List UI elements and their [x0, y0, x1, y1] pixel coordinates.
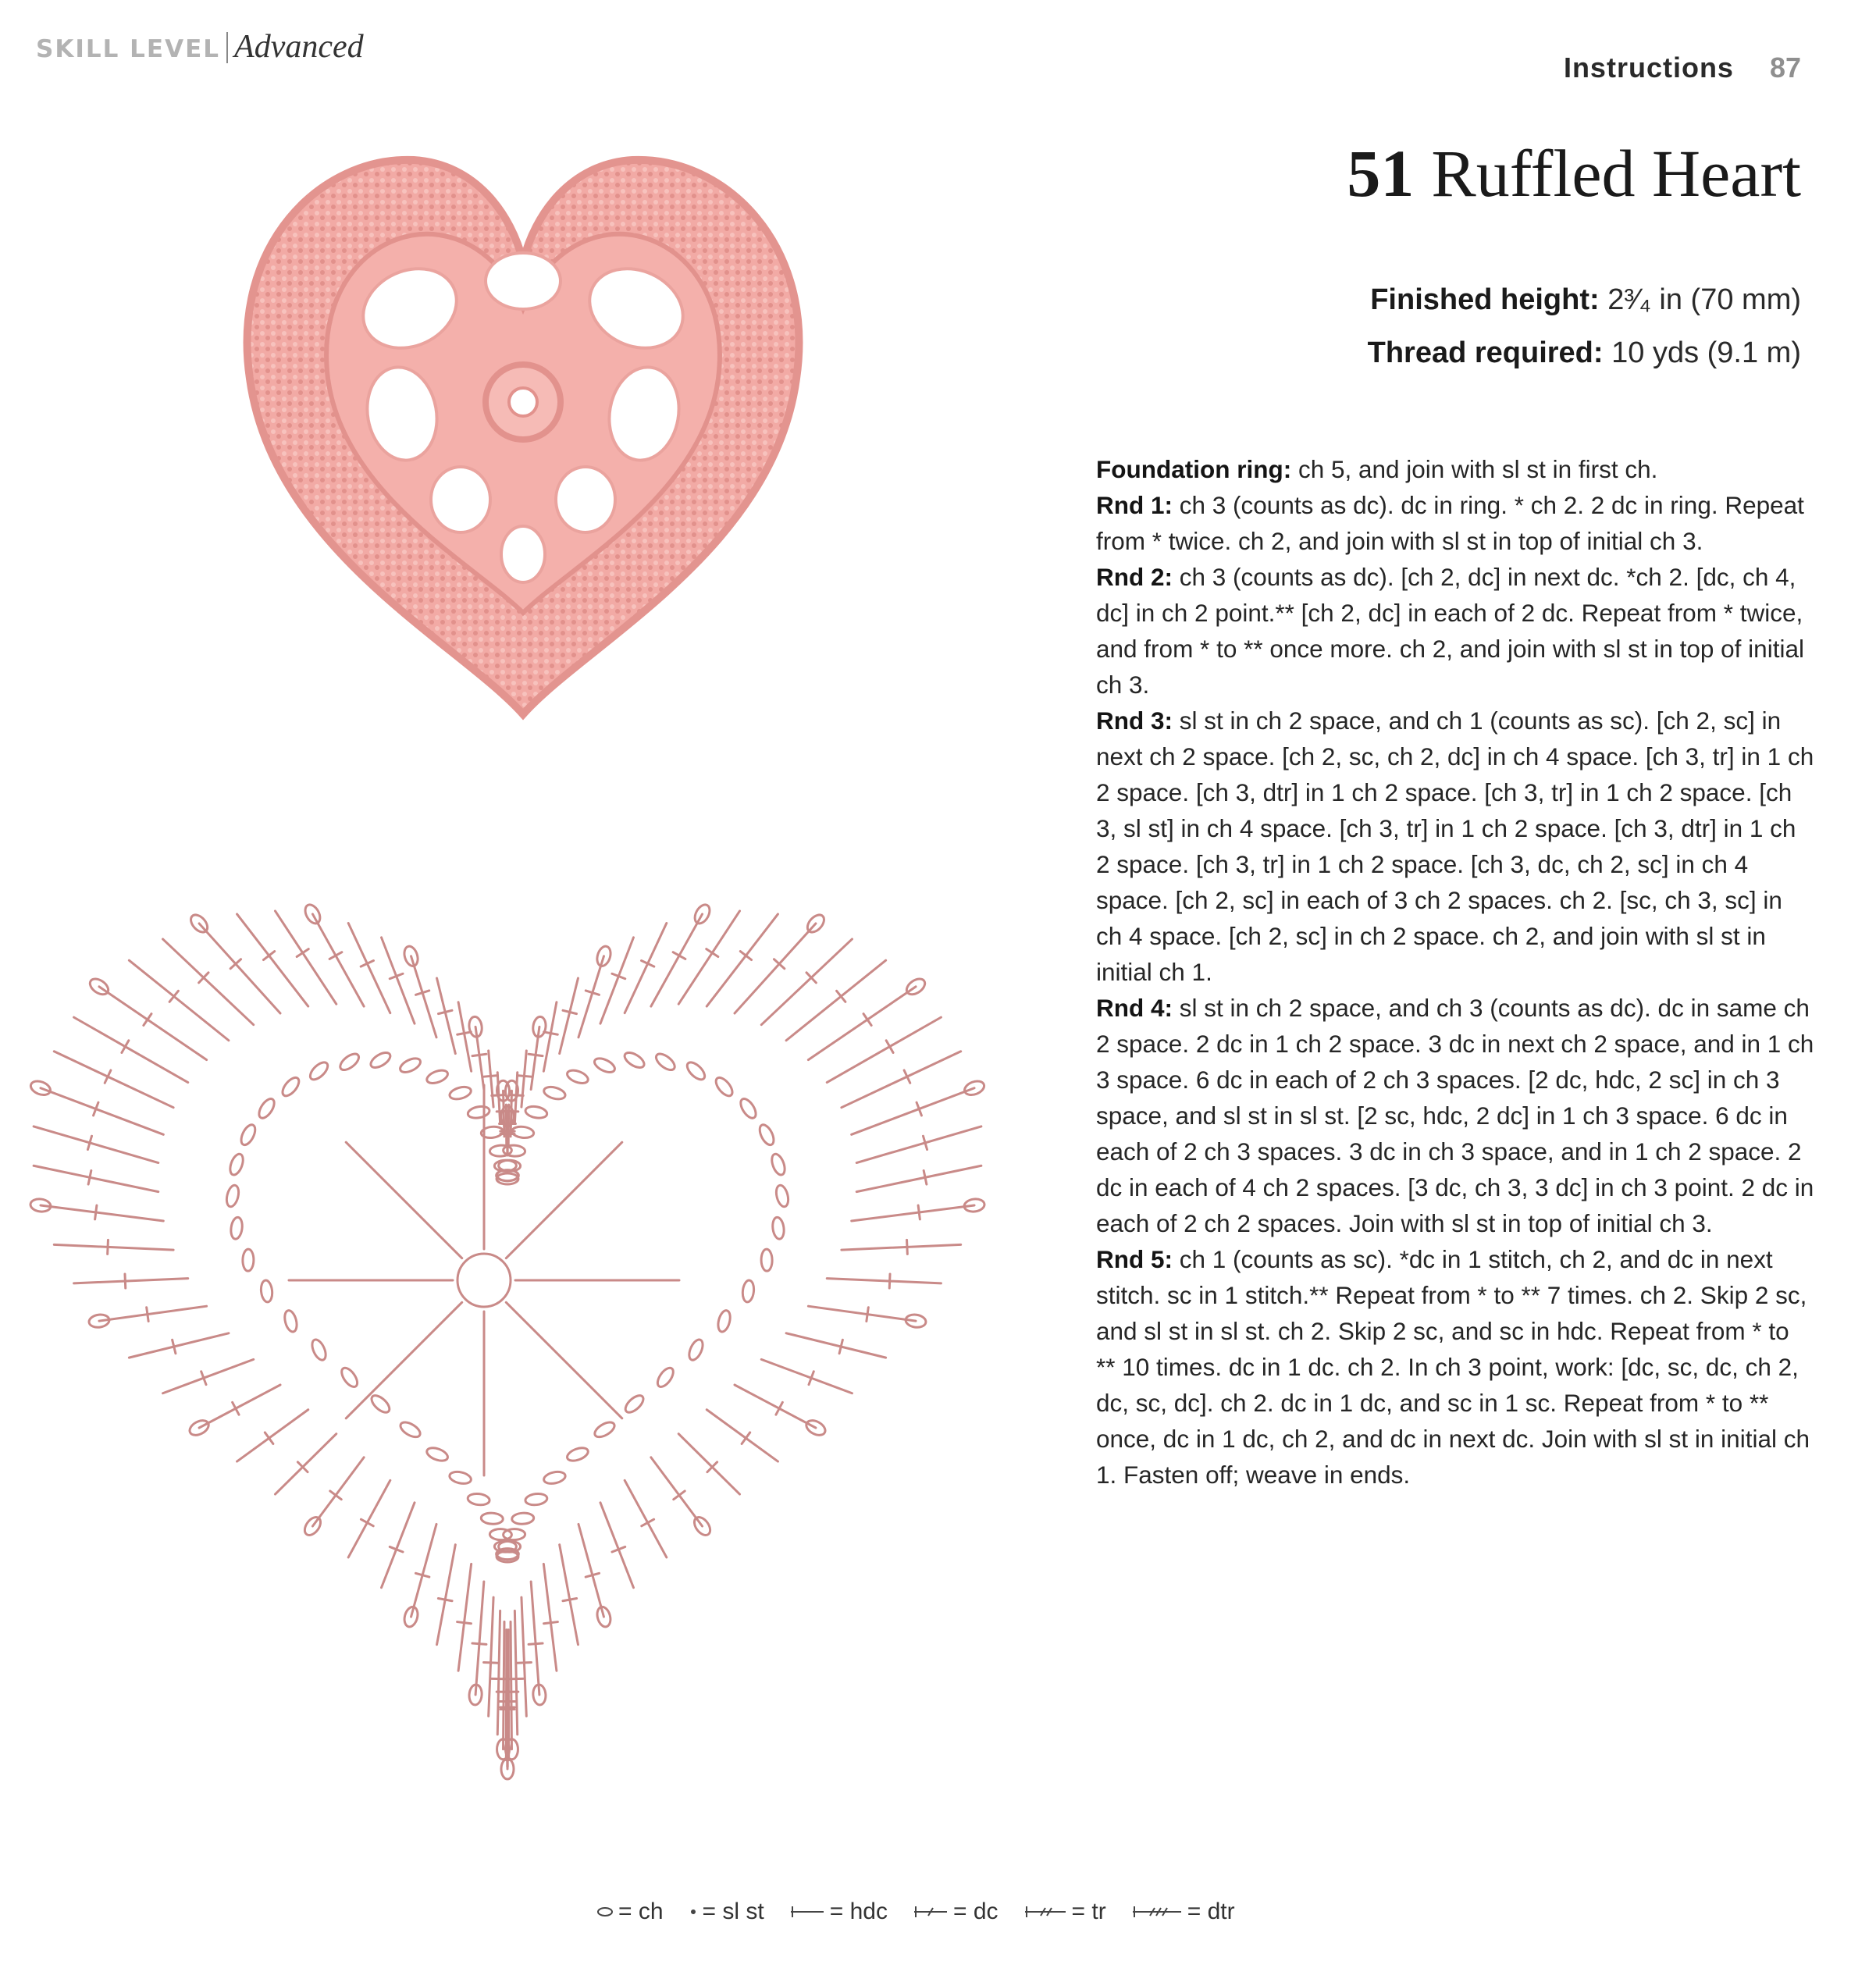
- dc-stitch: [600, 938, 633, 1023]
- pattern-title: Ruffled Heart: [1431, 136, 1801, 211]
- finished-height-value: 2³⁄₄ in (70 mm): [1607, 283, 1801, 316]
- instruction-rnd-5: [1096, 1241, 1814, 1493]
- dc-stitch: [34, 1166, 158, 1191]
- stitch-bar: [863, 1014, 871, 1026]
- stitch-bar: [509, 1094, 523, 1095]
- stitch-bar: [886, 1041, 893, 1053]
- chain-stitch: [448, 1085, 472, 1102]
- dc-stitch: [578, 1524, 603, 1617]
- stitch-bar: [122, 1041, 129, 1053]
- dc-stitch: [163, 1359, 254, 1393]
- stitch-bar: [472, 1054, 486, 1055]
- running-header: [1564, 52, 1801, 84]
- legend-label: = hdc: [829, 1899, 888, 1924]
- symbol-legend: [596, 1899, 1252, 1925]
- dc-stitch: [163, 939, 254, 1025]
- legend-sl-st: [689, 1899, 764, 1925]
- chain-stitch: [565, 1446, 589, 1464]
- chain-stitch: [481, 1512, 504, 1525]
- dc-stitch: [678, 1434, 739, 1494]
- page-number: 87: [1769, 52, 1801, 84]
- chain-stitch: [309, 1337, 328, 1361]
- dc-stitch: [560, 1545, 578, 1645]
- thread-required: [1368, 326, 1801, 379]
- dc-stitch: [348, 1480, 390, 1557]
- dc-stitch: [786, 960, 886, 1041]
- tr-stitch: [346, 1302, 461, 1418]
- chain-stitch: [283, 1309, 299, 1333]
- chain-stitch: [308, 1059, 331, 1083]
- round-label: Foundation ring:: [1096, 455, 1292, 483]
- stitch-bar: [742, 1432, 750, 1444]
- dc-stitch: [41, 1205, 163, 1221]
- dc-stitch: [786, 1333, 886, 1358]
- dc-stitch: [543, 1564, 557, 1671]
- chain-stitch: [368, 1393, 392, 1415]
- dc-stitch: [129, 960, 229, 1041]
- dc-stitch: [129, 1333, 229, 1358]
- stitch-bar: [457, 1622, 472, 1624]
- chain-stitch: [425, 1068, 450, 1086]
- stitch-bar: [484, 1662, 498, 1663]
- dc-symbol-icon: [913, 1904, 949, 1920]
- chain-stitch: [685, 1059, 708, 1083]
- stitch-bar: [438, 1598, 452, 1600]
- dc-stitch: [761, 1359, 852, 1393]
- dtr-symbol-icon: [1131, 1904, 1183, 1920]
- dc-stitch: [382, 938, 415, 1023]
- stitch-bar: [144, 1014, 151, 1026]
- dc-stitch: [625, 1480, 667, 1557]
- section-name: Instructions: [1563, 52, 1734, 84]
- instruction-rnd-1: [1096, 487, 1814, 559]
- legend-label: = ch: [618, 1899, 664, 1924]
- chain-stitch: [761, 1249, 772, 1271]
- dc-stitch: [382, 1503, 415, 1588]
- chain-stitch: [543, 1085, 567, 1102]
- legend-dc: [913, 1899, 999, 1925]
- chain-stitch: [230, 1216, 244, 1240]
- chain-stitch: [622, 1050, 646, 1071]
- dc-stitch: [437, 978, 456, 1054]
- stitch-bar: [330, 1491, 341, 1500]
- chain-stitch: [543, 1470, 566, 1486]
- thread-required-value: 10 yds (9.1 m): [1611, 336, 1801, 369]
- divider: [226, 32, 228, 63]
- chain-stitch: [398, 1419, 422, 1440]
- stitch-bar: [924, 1170, 927, 1184]
- chain-stitch: [742, 1279, 755, 1302]
- dc-stitch: [735, 1385, 816, 1428]
- stitch-bar: [125, 1274, 126, 1288]
- stitch-bar: [674, 1491, 685, 1500]
- stitch-bar: [297, 949, 308, 957]
- dc-stitch: [625, 924, 667, 1013]
- stitch-bar: [517, 1076, 531, 1077]
- finished-height: [1368, 273, 1801, 326]
- round-label: Rnd 3:: [1096, 706, 1173, 735]
- stitch-bar: [529, 1643, 543, 1644]
- dc-stitch: [578, 956, 603, 1037]
- stitch-bar: [439, 1010, 452, 1013]
- stitch-bar: [265, 1432, 273, 1444]
- stitch-bar: [472, 1643, 486, 1644]
- instruction-rnd-3: [1096, 703, 1814, 990]
- stitch-bar: [544, 1622, 558, 1624]
- chain-stitch: [279, 1075, 302, 1099]
- dc-stitch: [600, 1503, 633, 1588]
- dc-stitch: [34, 1126, 158, 1163]
- round-text: ch 3 (counts as dc). [ch 2, dc] in next dc. *ch 2. [dc, ch 4, dc] in ch 2 point.** [ch 2, dc] in each of 2 dc. Repeat from * twice, and from * to ** once more. ch 2, and join with sl st in top of initial ch 3.: [1096, 563, 1804, 699]
- stitch-bar: [867, 1308, 868, 1322]
- chain-stitch: [489, 1529, 511, 1540]
- legend-label: = dc: [952, 1899, 999, 1924]
- hdc-symbol-icon: [789, 1904, 825, 1920]
- stitch-bar: [839, 1340, 842, 1353]
- chain-stitch: [716, 1309, 732, 1333]
- stitch-bar: [88, 1170, 91, 1184]
- round-label: Rnd 1:: [1096, 491, 1173, 519]
- instruction-rnd-2: [1096, 559, 1814, 703]
- stitch-bar: [263, 952, 274, 960]
- tr-stitch: [346, 1142, 461, 1258]
- chain-stitch: [771, 1216, 785, 1240]
- chain-stitch: [565, 1068, 589, 1086]
- dc-stitch: [531, 1582, 539, 1695]
- instruction-foundation: [1096, 451, 1814, 487]
- skill-level-value: Advanced: [234, 29, 364, 65]
- dc-stitch: [852, 1205, 974, 1221]
- page-title: [1347, 134, 1801, 212]
- chain-stitch: [368, 1050, 393, 1071]
- round-text: ch 5, and join with sl st in first ch.: [1291, 455, 1658, 483]
- stitch-bar: [563, 1010, 576, 1013]
- instruction-rnd-4: [1096, 990, 1814, 1241]
- dc-stitch: [560, 978, 578, 1054]
- stitch-bar: [529, 1054, 543, 1055]
- chain-stitch: [774, 1184, 790, 1208]
- legend-hdc: [789, 1899, 888, 1925]
- skill-level-label: SKILL LEVEL: [36, 35, 221, 63]
- chain-stitch: [467, 1493, 489, 1506]
- dc-stitch: [651, 1457, 703, 1526]
- chain-stitch: [225, 1184, 240, 1208]
- pattern-specs: [1368, 273, 1801, 379]
- round-label: Rnd 2:: [1096, 563, 1173, 591]
- chain-stitch: [228, 1152, 246, 1176]
- dc-stitch: [74, 1279, 188, 1283]
- tr-stitch: [506, 1302, 621, 1418]
- dc-stitch: [312, 1457, 364, 1526]
- tr-symbol-icon: [1023, 1904, 1067, 1920]
- stitch-bar: [147, 1308, 148, 1322]
- dc-stitch: [522, 1597, 526, 1716]
- stitch-bar: [544, 1032, 558, 1034]
- round-label: Rnd 4:: [1096, 994, 1173, 1022]
- dc-stitch: [514, 1610, 517, 1734]
- chain-stitch: [398, 1055, 422, 1075]
- chain-stitch: [655, 1365, 677, 1390]
- stitch-bar: [484, 1076, 498, 1077]
- dc-stitch: [707, 914, 778, 1006]
- dc-stitch: [348, 924, 390, 1013]
- stitch-bar: [707, 949, 718, 957]
- dc-stitch: [707, 1410, 778, 1461]
- chain-stitch: [738, 1096, 759, 1120]
- chain-symbol-icon: [596, 1906, 614, 1918]
- pattern-number: 51: [1347, 136, 1415, 211]
- dc-stitch: [651, 914, 703, 1006]
- stitch-bar: [457, 1032, 472, 1034]
- dc-stitch: [808, 1306, 916, 1321]
- thread-required-label: Thread required:: [1367, 336, 1604, 369]
- dc-stitch: [489, 1597, 493, 1716]
- stitch-bar: [173, 1340, 176, 1353]
- foundation-ring: [457, 1254, 511, 1307]
- chain-stitch: [425, 1446, 450, 1464]
- dc-stitch: [489, 1051, 493, 1107]
- chain-stitch: [525, 1493, 547, 1506]
- legend-label: = tr: [1071, 1899, 1106, 1924]
- dc-stitch: [237, 1410, 308, 1461]
- dc-stitch: [458, 1002, 472, 1071]
- dc-stitch: [458, 1564, 472, 1671]
- chain-stitch: [339, 1365, 361, 1390]
- dc-stitch: [411, 956, 436, 1037]
- dc-stitch: [54, 1244, 173, 1250]
- chain-stitch: [260, 1279, 273, 1302]
- stitch-bar: [740, 952, 751, 960]
- legend-label: = sl st: [702, 1899, 764, 1924]
- stitch-bar: [95, 1205, 97, 1219]
- legend-tr: [1023, 1899, 1106, 1925]
- chain-stitch: [448, 1470, 472, 1486]
- round-text: ch 3 (counts as dc). dc in ring. * ch 2. 2 dc in ring. Repeat from * twice. ch 2, and join with sl st in top of initial ch 3.: [1096, 491, 1804, 555]
- dc-stitch: [827, 1279, 941, 1283]
- dc-stitch: [275, 911, 336, 1004]
- dc-stitch: [735, 924, 816, 1013]
- dc-stitch: [827, 1017, 941, 1082]
- chain-stitch: [337, 1051, 361, 1073]
- chain-stitch: [511, 1512, 534, 1525]
- dc-stitch: [808, 987, 916, 1060]
- chain-stitch: [467, 1105, 490, 1119]
- chain-stitch: [243, 1249, 254, 1271]
- dc-stitch: [856, 1166, 981, 1191]
- chain-stitch: [653, 1051, 678, 1073]
- finished-height-label: Finished height:: [1370, 283, 1600, 316]
- chain-stitch: [757, 1123, 777, 1147]
- stitch-bar: [918, 1205, 920, 1219]
- instructions: [1096, 451, 1814, 1493]
- round-text: sl st in ch 2 space, and ch 1 (counts as sc). [ch 2, sc] in next ch 2 space. [ch 2, sc, ch 2, dc] in ch 4 space. [ch 3, tr] in 1 ch 2 space. [ch 3, dtr] in 1 ch 2 space. [ch 3, tr] in 1 ch 2 space. [ch 3, sl st] in ch 4 space. [ch 3, tr] in 1 ch 2 space. [ch 3, dtr] in 1 ch 2 space. [ch 3, tr] in 1 ch 2 space. [ch 3, dc, ch 2, sc] in ch 4 space. [ch 2, sc] in each of 3 ch 2 spaces. ch 2. [sc, ch 3, sc] in ch 4 space. [ch 2, sc] in ch 2 space. ch 2, and join with sl st in initial ch 1.: [1096, 706, 1814, 986]
- dc-stitch: [199, 924, 280, 1013]
- skill-level: [36, 28, 364, 66]
- dc-stitch: [99, 1306, 207, 1321]
- chain-stitch: [770, 1152, 788, 1176]
- dc-stitch: [275, 1434, 336, 1494]
- round-label: Rnd 5:: [1096, 1245, 1173, 1273]
- dc-stitch: [497, 1610, 500, 1734]
- stitch-bar: [889, 1274, 890, 1288]
- stitch-bar: [907, 1240, 908, 1254]
- dc-stitch: [522, 1051, 526, 1107]
- chain-stitch: [686, 1337, 705, 1361]
- chain-stitch: [238, 1123, 258, 1147]
- dc-stitch: [543, 1002, 557, 1071]
- tr-stitch: [506, 1142, 621, 1258]
- dc-stitch: [842, 1244, 961, 1250]
- dc-stitch: [678, 911, 739, 1004]
- round-text: ch 1 (counts as sc). *dc in 1 stitch, ch 2, and dc in next stitch. sc in 1 stitch.** Repeat from * to ** 7 times. ch 2. Skip 2 sc, and sl st in sl st. ch 2. Skip 2 sc, and sc in hdc. Repeat from * to ** 10 times. dc in 1 dc. ch 2. In ch 3 point, work: [dc, sc, dc, ch 2, dc, sc, dc]. ch 2. dc in 1 dc, and sc in 1 sc. Repeat from * to ** once, dc in 1 dc, ch 2, and dc in next dc. Join with sl st in initial ch 1. Fasten off; weave in ends.: [1096, 1245, 1810, 1489]
- stitch-bar: [517, 1662, 531, 1663]
- stitch-bar: [563, 1598, 577, 1600]
- dc-stitch: [761, 939, 852, 1025]
- dc-stitch: [514, 1073, 517, 1123]
- chain-stitch: [623, 1393, 646, 1415]
- dc-stitch: [199, 1385, 280, 1428]
- crochet-chart-diagram: [0, 765, 1031, 1811]
- round-text: sl st in ch 2 space, and ch 3 (counts as dc). dc in same ch 2 space. 2 dc in 1 ch 2 space. 3 dc in next ch 2 space, and in 1 ch 3 space. 6 dc in each of 2 ch 3 spaces. [2 dc, hdc, 2 sc] in ch 3 space, and sl st in sl st. [2 sc, hdc, 2 dc] in 1 ch 3 space. 6 dc in each of 2 ch 3 spaces. 3 dc in ch 3 space, and in 1 ch 2 space. 2 dc in each of 4 ch 2 spaces. [3 dc, ch 3, 3 dc] in ch 3 point. 2 dc in each of 2 ch 2 spaces. Join with sl st in top of initial ch 3.: [1096, 994, 1814, 1237]
- chain-stitch: [593, 1419, 617, 1440]
- legend-ch: [596, 1899, 664, 1925]
- dc-stitch: [411, 1524, 436, 1617]
- dc-stitch: [312, 914, 364, 1006]
- legend-dtr: [1131, 1899, 1235, 1925]
- dc-stitch: [856, 1126, 981, 1163]
- chain-stitch: [525, 1105, 548, 1119]
- dc-stitch: [237, 914, 308, 1006]
- chain-stitch: [256, 1096, 277, 1120]
- stitch-bar: [108, 1240, 109, 1254]
- slip-stitch-symbol-icon: [689, 1906, 698, 1918]
- chain-stitch: [593, 1055, 617, 1075]
- chain-stitch: [713, 1075, 735, 1099]
- legend-label: = dtr: [1187, 1899, 1235, 1924]
- crochet-heart-photo: [226, 144, 820, 746]
- dc-stitch: [74, 1017, 188, 1082]
- dc-stitch: [437, 1545, 456, 1645]
- dc-stitch: [475, 1582, 484, 1695]
- dc-stitch: [99, 987, 207, 1060]
